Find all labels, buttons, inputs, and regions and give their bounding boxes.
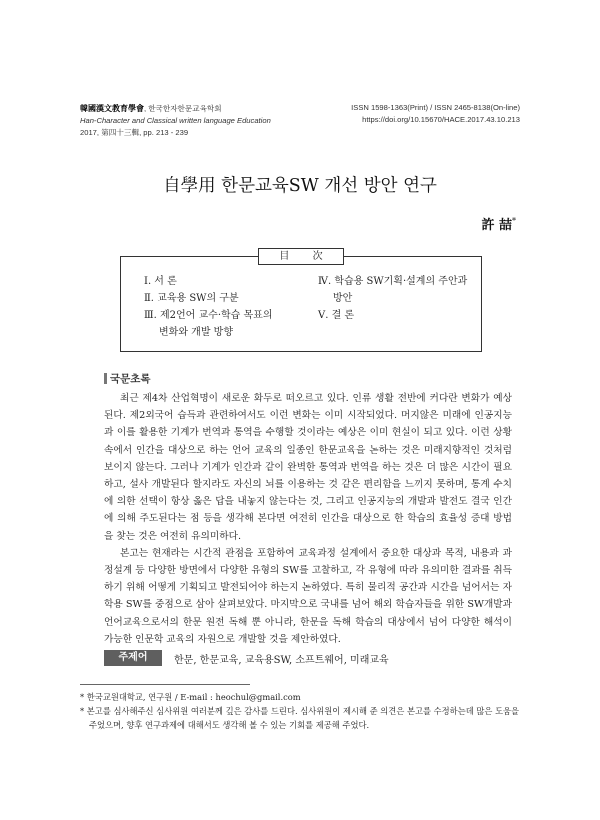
issn-block [351, 102, 520, 126]
footnote-affiliation: * 한국교원대학교, 연구원 / E-mail : heochul@gmail.com [80, 692, 301, 702]
toc-item-1: Ⅰ. 서 론 [144, 276, 177, 287]
heading-bar-icon [104, 373, 107, 384]
footnote-divider [80, 684, 250, 685]
footnote-acknowledgement: * 본고를 심사해주신 심사위원 여러분께 깊은 감사를 드린다. 심사위원이 제시해 준 의견은 본고를 수정하는데 많은 도움을 [80, 706, 520, 716]
author-name: 許 喆 [481, 218, 512, 233]
paper-title: 自學用 한문교육SW 개선 방안 연구 [163, 176, 437, 196]
abstract-body [104, 390, 512, 648]
keywords [104, 650, 524, 666]
doi-link[interactable]: https://doi.org/10.15670/HACE.2017.43.10.213 [362, 115, 520, 124]
abstract-paragraph-1: 최근 제4차 산업혁명이 새로운 화두로 떠오르고 있다. 인류 생활 전반에 커다란 변화가 예상된다. 제2외국어 습득과 관련하여서도 이런 변화는 이미 시작되었다. 머지않은 미래에 인공지능과 이를 활용한 기계가 번역과 통역을 수행할 것이라는 예상은 이미 현실이 되고 있다. 이런 상황 속에서 인간을 대상으로 하는 언어 교육의 일종인 한문교육을 논하는 것은 미래지향적인 것처럼 보이지 않는다. 그러나 기계가 인간과 같이 완벽한 통역과 번역을 하는 것은 더 많은 시간이 필요하고, 설사 개발된다 할지라도 자신의 뇌를 이용하는 것 같은 편리함을 느끼지 못하며, 통계 수치에 의한 선택이 항상 옳은 답을 내놓지 않는다는 것, 그리고 인공지능의 개발과 발전도 결국 인간에 의해 주도된다는 점 등을 생각해 본다면 여전히 인간을 대상으로 한 학습의 효율성 증대 방법을 찾는 것은 여전히 유의미하다. [104, 393, 512, 542]
toc-right-column [318, 273, 468, 324]
toc-item-3: Ⅲ. 제2언어 교수·학습 목표의 [144, 310, 273, 321]
abstract-heading-text: 국문초록 [110, 373, 151, 385]
abstract-heading [104, 371, 151, 386]
journal-english-name: Han-Character and Classical written language Education [80, 116, 271, 125]
footnote-acknowledgement-continued: 주었으며, 향후 연구과제에 대해서도 생각해 볼 수 있는 기회를 제공해 주었다. [89, 720, 370, 730]
toc-item-3-continued: 변화와 개발 방향 [159, 327, 233, 338]
keywords-label: 주제어 [104, 650, 162, 666]
issn-text: ISSN 1598-1363(Print) / ISSN 2465-8138(On-line) [351, 103, 520, 112]
toc-item-5: Ⅴ. 결 론 [318, 310, 355, 321]
keywords-text: 한문, 한문교육, 교육용SW, 소프트웨어, 미래교육 [174, 654, 389, 666]
journal-name: 韓國漢文教育學會 [80, 103, 144, 113]
toc-label: 目 次 [258, 248, 344, 265]
journal-name-hangul: , 한국한자한문교육학회 [144, 104, 222, 113]
journal-header [80, 102, 271, 139]
toc-item-4-continued: 방안 [333, 293, 353, 304]
footnotes [80, 690, 525, 732]
journal-issue: 2017, 第四十三輯, pp. 213 - 239 [80, 128, 189, 137]
toc-item-2: Ⅱ. 교육용 SW의 구분 [144, 293, 239, 304]
author [481, 214, 516, 233]
abstract-paragraph-2: 본고는 현재라는 시간적 관점을 포함하여 교육과정 설계에서 중요한 대상과 목적, 내용과 과정설계 등 다양한 방면에서 다양한 유형의 SW를 고찰하고, 각 유형에 따라 유의미한 결과를 취득하기 위해 어떻게 기획되고 발전되어야 하는지 논하였다. 특히 물리적 공간과 시간을 넘어서는 자학용 SW를 중점으로 삼아 살펴보았다. 마지막으로 국내를 넘어 해외 학습자들을 위한 SW개발과 언어교육으로서의 한문 원전 독해 뿐 아니라, 한문을 독해 학습의 대상에서 넘어 다양한 해석이 가능한 인문학 교육의 자원으로 개발할 것을 제안하였다. [104, 547, 512, 645]
journal-title-line [80, 102, 271, 115]
toc-left-column [144, 273, 304, 341]
toc-item-4: Ⅳ. 학습용 SW기획·설계의 주안과 [318, 276, 468, 287]
author-footnote-mark: * [512, 216, 516, 226]
